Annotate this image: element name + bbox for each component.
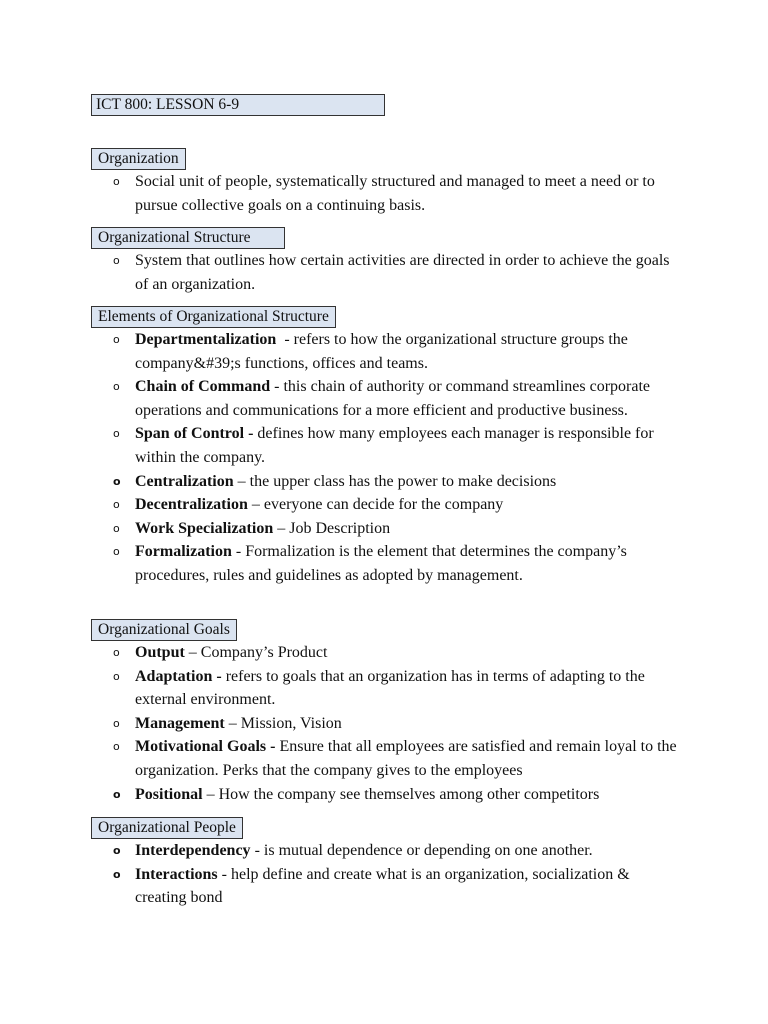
bullet-icon: o	[113, 844, 121, 857]
item-term: Centralization	[135, 472, 234, 490]
item-text: How the company see themselves among other competitors	[218, 785, 600, 803]
item-text: System that outlines how certain activities are directed in order to achieve the goals of an organization.	[135, 252, 670, 293]
list-item	[0, 712, 683, 736]
bullet-icon: o	[113, 545, 120, 559]
section-heading-organizational-people: Organizational People	[91, 817, 243, 839]
list-item	[0, 249, 683, 296]
item-separator: -	[231, 543, 246, 561]
bullet-icon: o	[113, 254, 120, 267]
item-text: everyone can decide for the company	[263, 496, 504, 514]
item-term: Positional	[135, 785, 203, 803]
bullet-icon: o	[113, 498, 120, 512]
item-text: refers to goals that an organization has in terms of adapting to the external environment.	[135, 667, 645, 709]
item-term: Management	[135, 714, 225, 732]
list-item	[0, 839, 683, 863]
item-term: Interdependency	[135, 842, 251, 859]
item-text: Company’s Product	[200, 644, 328, 661]
item-term: Output	[135, 644, 185, 661]
list-item	[0, 470, 683, 494]
document-title: ICT 800: LESSON 6-9	[91, 94, 385, 116]
item-text: help define and create what is an organization, socialization & creating bond	[135, 865, 630, 907]
list-item	[0, 328, 683, 375]
bullet-icon: o	[113, 716, 120, 730]
section-list-people	[0, 839, 768, 910]
item-text: is mutual dependence or depending on one another.	[263, 842, 593, 859]
section-list-elements	[0, 328, 768, 588]
item-term: Span of Control -	[135, 425, 254, 443]
section-heading-organization: Organization	[91, 148, 186, 170]
item-term: Departmentalization	[135, 331, 277, 348]
section-list-goals	[0, 641, 768, 806]
list-item	[0, 863, 683, 910]
item-text: Social unit of people, systematically structured and managed to meet a need or to pursue collective goals on a continuing basis.	[135, 173, 655, 214]
bullet-icon: o	[113, 867, 121, 881]
bullet-icon: o	[113, 787, 121, 801]
item-separator: –	[202, 785, 219, 803]
item-separator: –	[224, 714, 241, 732]
item-separator: -	[250, 842, 264, 859]
item-term: Chain of Command	[135, 378, 271, 396]
item-text: the upper class has the power to make decisions	[249, 472, 557, 490]
item-separator: –	[233, 472, 250, 490]
item-term: Formalization	[135, 543, 232, 561]
item-text: Ensure that all employees are satisfied and remain loyal to the organization. Perks that the company gives to the employees	[135, 738, 677, 779]
item-separator: -	[217, 865, 231, 883]
section-heading-organizational-goals: Organizational Goals	[91, 619, 237, 641]
bullet-icon: o	[113, 175, 120, 188]
list-item	[0, 493, 683, 517]
bullet-icon: o	[113, 740, 120, 754]
list-item	[0, 540, 683, 587]
bullet-icon: o	[113, 646, 120, 659]
item-text: refers to how the organizational structure groups the company&#39;s functions, offices and teams.	[135, 331, 628, 372]
section-list-organizational-structure	[0, 249, 768, 296]
item-text: Mission, Vision	[240, 714, 342, 732]
item-text: Formalization is the element that determines the company’s procedures, rules and guidelines as adopted by management.	[135, 543, 627, 584]
bullet-icon: o	[113, 521, 120, 535]
list-item	[0, 422, 683, 469]
item-term: Interactions	[135, 865, 218, 883]
item-separator: –	[247, 496, 264, 514]
list-item	[0, 783, 683, 807]
item-text: defines how many employees each manager is responsible for within the company.	[135, 425, 654, 466]
item-separator: –	[273, 519, 290, 537]
item-text: Job Description	[289, 519, 391, 537]
list-item	[0, 641, 683, 665]
list-item	[0, 665, 683, 712]
list-item	[0, 735, 683, 782]
item-separator: –	[184, 644, 201, 661]
item-separator: -	[276, 331, 294, 348]
section-heading-elements-of-organizational-structure: Elements of Organizational Structure	[91, 306, 336, 328]
item-term: Motivational Goals -	[135, 738, 276, 756]
bullet-icon: o	[113, 427, 120, 441]
bullet-icon: o	[113, 380, 120, 394]
item-text: this chain of authority or command streamlines corporate operations and communications for a more efficient and productive business.	[135, 378, 651, 419]
item-term: Decentralization	[135, 496, 248, 514]
section-heading-organizational-structure: Organizational Structure	[91, 227, 285, 249]
bullet-icon: o	[113, 669, 120, 683]
item-separator: -	[270, 378, 284, 396]
item-term: Work Specialization	[135, 519, 274, 537]
list-item	[0, 170, 683, 217]
list-item	[0, 375, 683, 422]
list-item	[0, 517, 683, 541]
bullet-icon: o	[113, 333, 120, 346]
bullet-icon: o	[113, 474, 121, 488]
item-term: Adaptation -	[135, 667, 222, 685]
section-list-organization	[0, 170, 768, 217]
